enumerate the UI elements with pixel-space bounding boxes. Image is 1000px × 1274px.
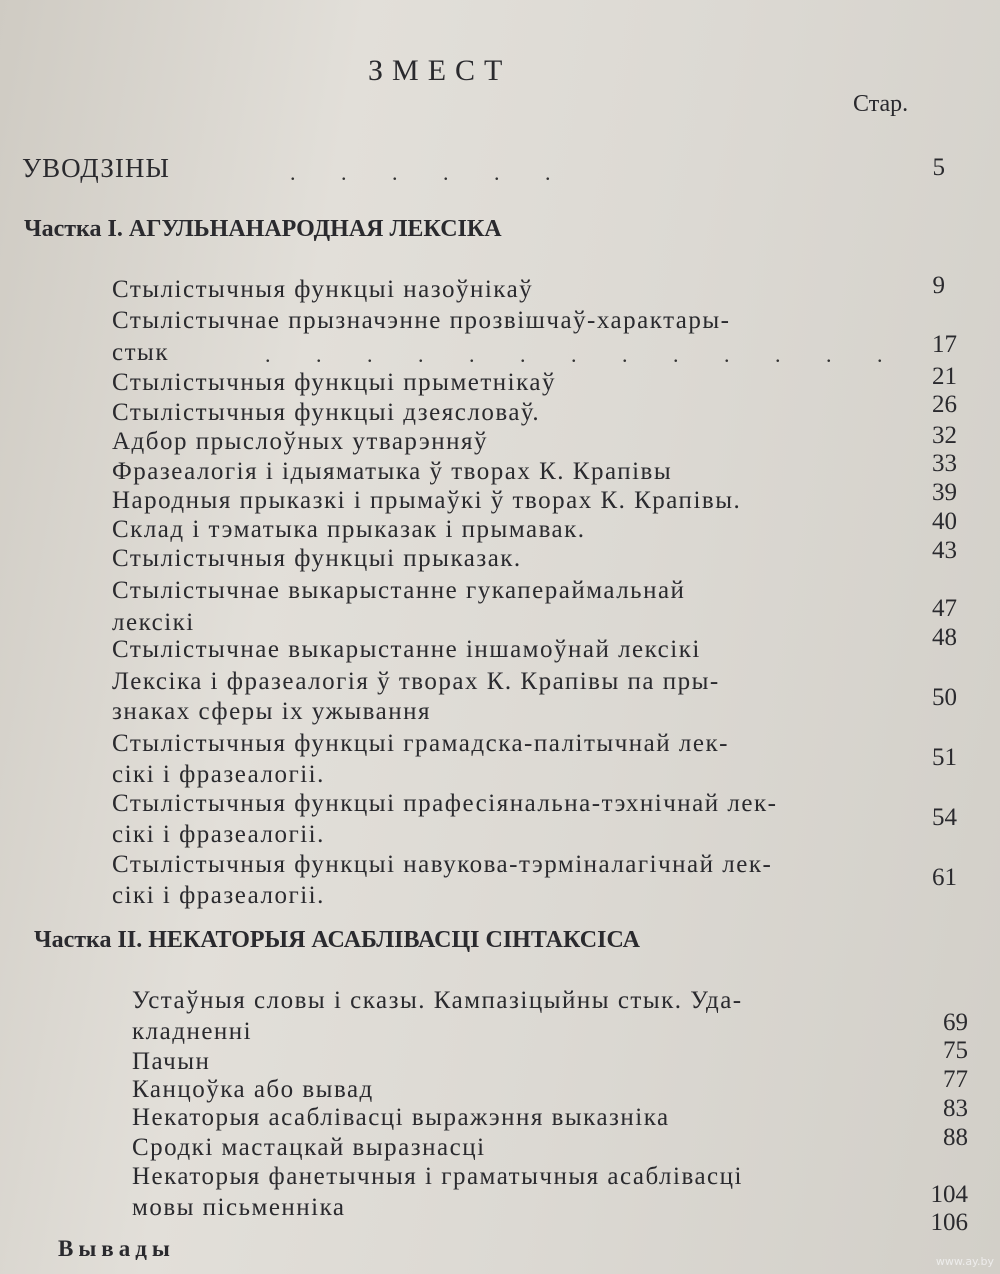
page-column-label: Стар.	[853, 91, 909, 117]
entry-line: Стылістычныя функцыі дзеясловаў.	[112, 399, 541, 426]
entry-page-number: 51	[932, 744, 957, 771]
part-2-heading: Частка II. НЕКАТОРЫЯ АСАБЛІВАСЦІ СІНТАКСІСА	[34, 927, 640, 953]
entry-page-number: 9	[932, 272, 945, 299]
entry-page-number: 88	[943, 1124, 968, 1151]
entry-line-continued: лексікі	[112, 609, 195, 636]
entry-line: Стылістычнае прызначэнне прозвішчаў-характары-	[112, 307, 731, 334]
entry-line: Склад і тэматыка прыказак і прымавак.	[112, 516, 586, 543]
conclusion-label: Вывады	[58, 1236, 175, 1261]
entry-line-continued: сікі і фразеалогіі.	[112, 821, 325, 848]
entry-line: Стылістычнае выкарыстанне гукапераймальнай	[112, 577, 686, 604]
entry-line: Стылістычныя функцыі назоўнікаў	[112, 276, 534, 303]
entry-line-continued: знаках сферы іх ужывання	[112, 698, 431, 725]
entry-line-continued: стык	[112, 339, 169, 366]
leader-dots: . . . . . .	[290, 160, 571, 185]
entry-line: Сродкі мастацкай выразнасці	[132, 1134, 486, 1161]
entry-line: Лексіка і фразеалогія ў творах К. Крапівы па пры-	[112, 668, 720, 695]
entry-line: Фразеалогія і ідыяматыка ў творах К. Крапівы	[112, 458, 673, 485]
entry-line: Некаторыя асаблівасці выражэння выказніка	[132, 1104, 670, 1131]
entry-page-number: 33	[932, 450, 957, 477]
entry-line-continued: сікі і фразеалогіі.	[112, 761, 325, 788]
entry-line: Стылістычнае выкарыстанне іншамоўнай лексікі	[112, 636, 701, 663]
conclusion-page-number: 106	[930, 1209, 968, 1236]
entry-line: Стылістычныя функцыі прыметнікаў	[112, 369, 556, 396]
entry-line: Стылістычныя функцыі прыказак.	[112, 545, 522, 572]
entry-line-continued: мовы пісьменніка	[132, 1194, 346, 1221]
entry-page-number: 32	[932, 422, 957, 449]
entry-line: Канцоўка або вывад	[132, 1076, 374, 1103]
page-title: ЗМЕСТ	[368, 54, 512, 87]
entry-line: Стылістычныя функцыі прафесіянальна-тэхнічнай лек-	[112, 790, 778, 817]
entry-line: Стылістычныя функцыі грамадска-палітычнай лек-	[112, 730, 729, 757]
entry-page-number: 48	[932, 624, 957, 651]
entry-page-number: 104	[930, 1181, 968, 1208]
entry-line-continued: кладненні	[132, 1018, 253, 1045]
entry-line: Некаторыя фанетычныя і граматычныя асаблівасці	[132, 1163, 743, 1190]
intro-page-number: 5	[932, 154, 945, 181]
entry-line: Народныя прыказкі і прымаўкі ў творах К. Крапівы.	[112, 487, 742, 514]
entry-page-number: 43	[932, 537, 957, 564]
entry-page-number: 75	[943, 1037, 968, 1064]
entry-page-number: 77	[943, 1066, 968, 1093]
watermark: www.ay.by	[935, 1255, 994, 1268]
entry-line: Адбор прыслоўных утварэнняў	[112, 428, 489, 455]
entry-page-number: 50	[932, 684, 957, 711]
entry-page-number: 39	[932, 479, 957, 506]
entry-page-number: 83	[943, 1095, 968, 1122]
entry-line: Пачын	[132, 1048, 211, 1075]
intro-label: УВОДЗІНЫ	[22, 153, 170, 183]
entry-page-number: 47	[932, 595, 957, 622]
entry-page-number: 21	[932, 363, 957, 390]
entry-page-number: 26	[932, 391, 957, 418]
entry-page-number: 61	[932, 864, 957, 891]
entry-page-number: 54	[932, 804, 957, 831]
part-1-heading: Частка I. АГУЛЬНАНАРОДНАЯ ЛЕКСІКА	[24, 216, 502, 242]
entry-page-number: 40	[932, 508, 957, 535]
entry-page-number: 69	[943, 1009, 968, 1036]
entry-page-number: 17	[932, 331, 957, 358]
entry-line-continued: сікі і фразеалогіі.	[112, 882, 325, 909]
entry-line: Устаўныя словы і сказы. Кампазіцыйны стык. Уда-	[132, 987, 743, 1014]
leader-dots: . . . . . . . . . . . . .	[265, 342, 903, 367]
entry-line: Стылістычныя функцыі навукова-тэрміналагічнай лек-	[112, 851, 773, 878]
